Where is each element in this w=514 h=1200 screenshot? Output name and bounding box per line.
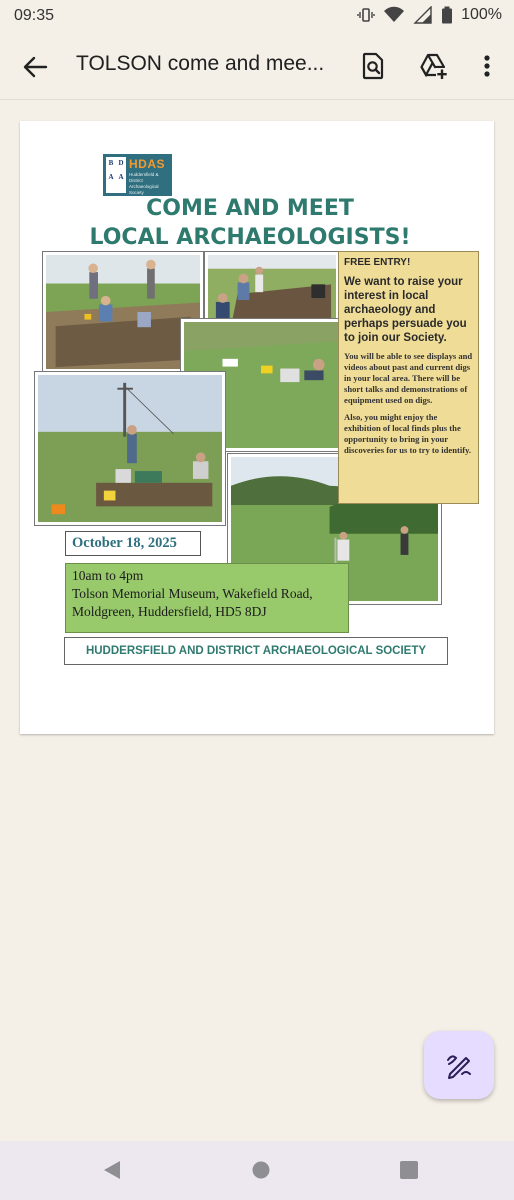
battery-icon — [441, 6, 453, 24]
nav-back-icon[interactable] — [101, 1159, 123, 1181]
edit-fab[interactable] — [424, 1031, 494, 1099]
logo-mark-letter: B — [108, 159, 114, 167]
add-to-drive-icon[interactable] — [418, 51, 448, 81]
hdas-logo — [103, 154, 172, 196]
more-vert-icon[interactable] — [472, 51, 502, 81]
status-bar — [0, 0, 514, 34]
vibrate-icon — [357, 6, 375, 24]
event-time: 10am to 4pm — [72, 568, 144, 583]
logo-subtitle: Huddersfield & District Archaeological Society — [129, 172, 159, 195]
wifi-icon — [383, 6, 405, 24]
free-entry-box — [338, 251, 479, 504]
info-lead-text: We want to raise your interest in local archaeology and perhaps persuade you to join our Society. — [344, 276, 467, 344]
arrow-left-icon[interactable] — [20, 52, 50, 82]
status-time: 09:35 — [14, 7, 55, 24]
event-date: October 18, 2025 — [65, 531, 201, 556]
signal-icon — [413, 6, 433, 24]
event-address: Tolson Memorial Museum, Wakefield Road, Moldgreen, Huddersfield, HD5 8DJ — [72, 586, 313, 619]
headline-line-1: COME AND MEET — [146, 196, 354, 221]
document-page[interactable] — [20, 121, 494, 734]
find-in-page-icon[interactable] — [358, 51, 388, 81]
app-bar — [0, 34, 514, 100]
dig-photo-4 — [34, 371, 226, 526]
headline-line-2: LOCAL ARCHAEOLOGISTS! — [89, 225, 411, 250]
nav-recents-icon[interactable] — [399, 1159, 419, 1181]
system-nav-bar — [0, 1141, 514, 1200]
status-icons — [357, 6, 502, 24]
society-name: HUDDERSFIELD AND DISTRICT ARCHAEOLOGICAL SOCIETY — [64, 637, 448, 665]
nav-home-icon[interactable] — [251, 1159, 271, 1181]
logo-mark-letter: A — [118, 172, 124, 181]
info-paragraph-1: You will be able to see displays and videos about past and current digs in your local area. There will be short talks and demonstrations of equipment used on digs. — [344, 351, 473, 405]
logo-abbreviation: HDAS — [129, 157, 166, 171]
free-entry-heading: FREE ENTRY! — [344, 257, 411, 268]
battery-level: 100% — [461, 6, 502, 23]
logo-mark-letter: D — [118, 159, 124, 167]
logo-mark-letter: A — [108, 172, 114, 181]
document-title: TOLSON come and mee... — [76, 52, 325, 75]
logo-mark — [106, 157, 126, 193]
info-paragraph-2: Also, you might enjoy the exhibition of local finds plus the opportunity to bring in your discoveries for us to try to identify. — [344, 412, 472, 455]
venue-box — [65, 563, 349, 633]
edit-pen-icon — [444, 1050, 474, 1080]
